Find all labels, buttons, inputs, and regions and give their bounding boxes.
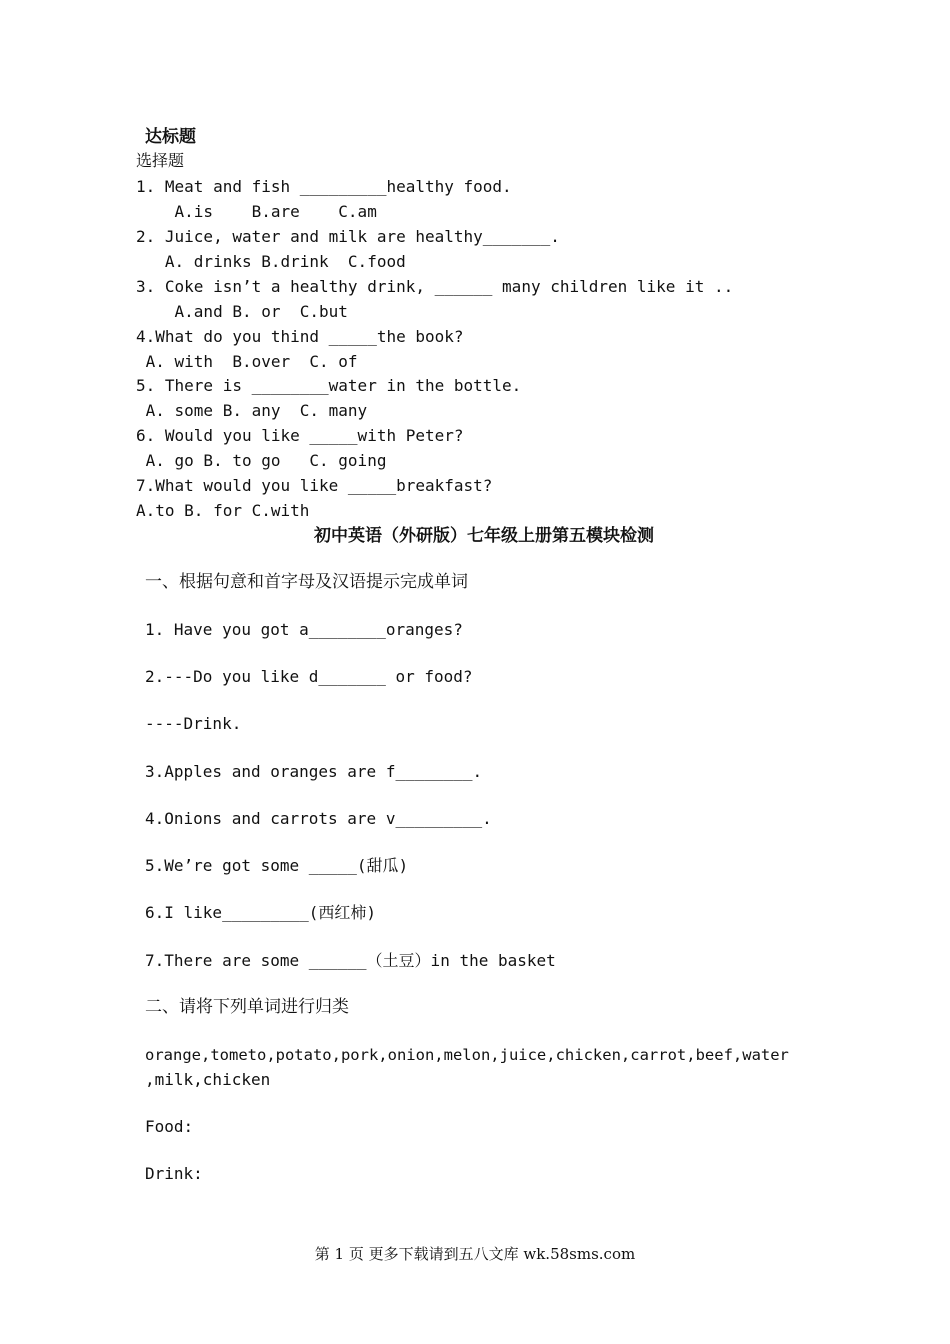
fill-blank-line: 3.Apples and oranges are f________. — [145, 762, 483, 781]
question-line: 7.What would you like _____breakfast? — [136, 476, 493, 495]
fill-blank-line: 6.I like_________(西红柿) — [145, 903, 377, 922]
options-line: A. some B. any C. many — [136, 401, 368, 420]
question-line: 1. Meat and fish _________healthy food. — [136, 177, 512, 196]
question-line: 5. There is ________water in the bottle. — [136, 376, 522, 395]
section-subheading-choice: 选择题 — [136, 151, 185, 170]
options-line: A. drinks B.drink C.food — [136, 252, 406, 271]
fill-blank-line: 1. Have you got a________oranges? — [145, 620, 463, 639]
section1-heading: 一、根据句意和首字母及汉语提示完成单词 — [145, 572, 468, 592]
word-list-line: orange,tometo,potato,pork,onion,melon,juice,chicken,carrot,beef,water — [145, 1046, 789, 1064]
question-line: 2. Juice, water and milk are healthy_______. — [136, 227, 560, 246]
options-line: A.and B. or C.but — [136, 302, 348, 321]
page-title: 初中英语（外研版）七年级上册第五模块检测 — [314, 526, 654, 546]
fill-blank-line: ----Drink. — [145, 714, 242, 733]
word-list-line: ,milk,chicken — [145, 1070, 271, 1089]
options-line: A. with B.over C. of — [136, 352, 358, 371]
question-line: 6. Would you like _____with Peter? — [136, 426, 464, 445]
fill-blank-line: 5.We’re got some _____(甜瓜) — [145, 856, 409, 875]
section-heading-dabiaoti: 达标题 — [145, 127, 196, 147]
fill-blank-line: 4.Onions and carrots are v_________. — [145, 809, 492, 828]
options-line: A. go B. to go C. going — [136, 451, 387, 470]
drink-label: Drink: — [145, 1164, 203, 1183]
fill-blank-line: 7.There are some ______（土豆）in the basket — [145, 951, 556, 970]
question-line: 4.What do you thind _____the book? — [136, 327, 464, 346]
options-line: A.is B.are C.am — [136, 202, 377, 221]
options-line: A.to B. for C.with — [136, 501, 310, 520]
food-label: Food: — [145, 1117, 194, 1136]
question-line: 3. Coke isn’t a healthy drink, ______ many children like it .. — [136, 277, 734, 296]
fill-blank-line: 2.---Do you like d_______ or food? — [145, 667, 473, 686]
page-footer: 第 1 页 更多下载请到五八文库 wk.58sms.com — [314, 1245, 636, 1263]
section2-heading: 二、请将下列单词进行归类 — [145, 997, 349, 1017]
